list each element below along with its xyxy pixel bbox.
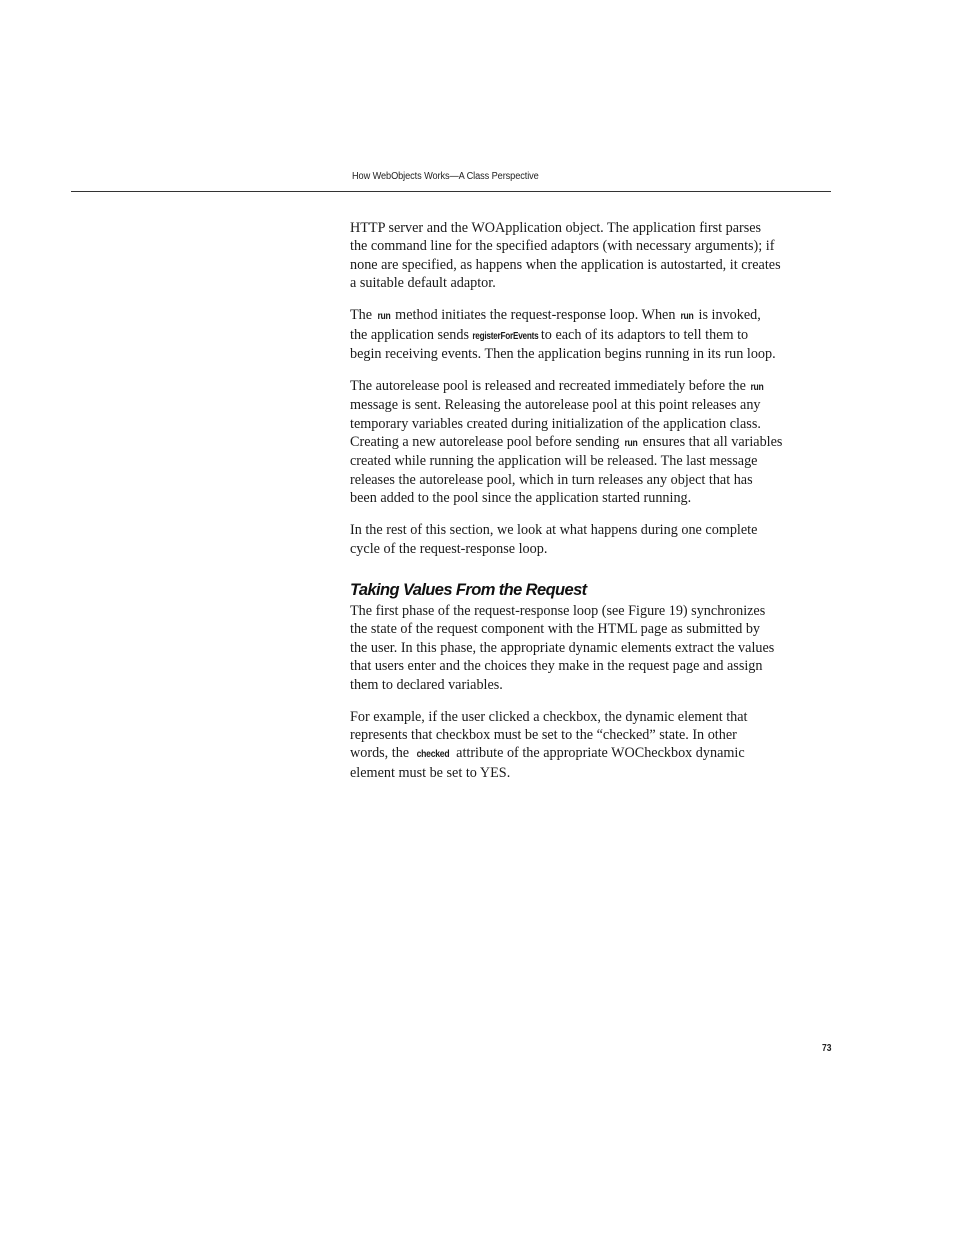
text-line: The first phase of the request-response loop (see Figure 19) synchronizes: [350, 603, 766, 619]
code-run: run: [377, 310, 391, 323]
paragraph-1: [350, 219, 812, 293]
section-heading: Taking Values From the Request: [350, 581, 587, 599]
text-line: represents that checkbox must be set to the “checked” state. In other: [350, 726, 737, 743]
running-header: How WebObjects Works—A Class Perspective: [352, 171, 539, 182]
text-line: the user. In this phase, the appropriate dynamic elements extract the values: [350, 639, 775, 656]
text-run: The autorelease pool is released and recreated immediately before the: [350, 377, 750, 394]
text-line: created while running the application will be released. The last message: [350, 453, 758, 470]
code-register-for-events: registerForEvents: [471, 329, 538, 342]
text-line: HTTP server and the WOApplication object. The application first parses: [350, 220, 762, 236]
paragraph-6: [350, 708, 812, 783]
text-line: been added to the pool since the application started running.: [350, 490, 692, 507]
body-text: [350, 219, 812, 796]
text-line: none are specified, as happens when the application is autostarted, it creates: [350, 256, 781, 273]
code-run: run: [750, 380, 764, 393]
code-run: run: [624, 437, 638, 450]
paragraph-2: [350, 306, 812, 363]
text-line: begin receiving events. Then the application begins running in its run loop.: [350, 345, 776, 362]
text-run: ensures that all variables: [639, 434, 783, 451]
text-line: cycle of the request-response loop.: [350, 540, 548, 557]
text-run: method initiates the request-response loop. When: [391, 307, 679, 324]
code-run: run: [680, 310, 694, 323]
text-line: that users enter and the choices they make in the request page and assign: [350, 658, 763, 675]
page-number: 73: [822, 1043, 832, 1054]
text-run: words, the: [350, 745, 413, 762]
paragraph-3: [350, 377, 812, 508]
text-run: attribute of the appropriate WOCheckbox dynamic: [452, 745, 745, 762]
text-line: element must be set to YES.: [350, 764, 511, 781]
text-run: the application sends: [350, 326, 473, 343]
text-run: to each of its adaptors to tell them to: [537, 326, 749, 343]
header-rule: [71, 191, 831, 192]
text-line: [350, 326, 812, 345]
text-run: The: [350, 307, 376, 324]
text-run: Creating a new autorelease pool before sending: [350, 434, 624, 451]
text-run: is invoked,: [695, 307, 761, 324]
text-line: the command line for the specified adaptors (with necessary arguments); if: [350, 238, 775, 255]
paragraph-5: [350, 602, 812, 694]
text-line: temporary variables created during initialization of the application class.: [350, 415, 761, 432]
text-line: [350, 377, 812, 396]
text-line: the state of the request component with the HTML page as submitted by: [350, 621, 761, 638]
text-line: [350, 306, 812, 325]
code-checked: checked: [416, 748, 449, 761]
text-line: a suitable default adaptor.: [350, 275, 496, 292]
paragraph-4: [350, 521, 812, 558]
text-line: [350, 433, 812, 452]
text-line: releases the autorelease pool, which in turn releases any object that has: [350, 471, 753, 488]
text-line: [350, 744, 812, 763]
text-line: them to declared variables.: [350, 676, 503, 693]
text-line: For example, if the user clicked a checkbox, the dynamic element that: [350, 708, 748, 725]
text-line: In the rest of this section, we look at what happens during one complete: [350, 522, 758, 539]
text-line: message is sent. Releasing the autorelease pool at this point releases any: [350, 397, 761, 414]
